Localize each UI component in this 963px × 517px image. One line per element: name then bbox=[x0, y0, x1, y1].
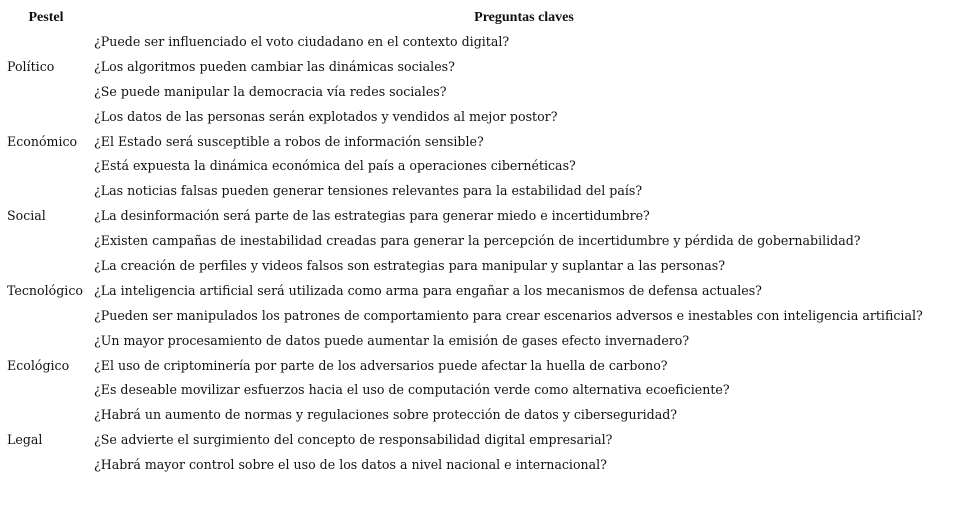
table-row bbox=[0, 129, 963, 154]
header-preguntas-claves: Preguntas claves bbox=[474, 9, 574, 25]
row-question: ¿Se puede manipular la democracia vía redes sociales? bbox=[94, 83, 447, 99]
row-question: ¿El uso de criptominería por parte de los adversarios puede afectar la huella de carbono? bbox=[94, 357, 668, 373]
row-category: Tecnológico bbox=[7, 282, 83, 298]
row-question: ¿La inteligencia artificial será utilizada como arma para engañar a los mecanismos de defensa actuales? bbox=[94, 282, 762, 298]
pestel-table bbox=[0, 6, 963, 477]
table-row bbox=[0, 178, 963, 203]
row-question: ¿Existen campañas de inestabilidad creadas para generar la percepción de incertidumbre y pérdida de gobernabilidad? bbox=[94, 233, 861, 249]
row-question: ¿Se advierte el surgimiento del concepto de responsabilidad digital empresarial? bbox=[94, 432, 613, 448]
row-category: Político bbox=[7, 58, 55, 74]
table-row bbox=[0, 328, 963, 353]
row-question: ¿Los datos de las personas serán explotados y vendidos al mejor postor? bbox=[94, 108, 558, 124]
row-question: ¿La creación de perfiles y videos falsos son estrategias para manipular y suplantar a las personas? bbox=[94, 257, 725, 273]
row-question: ¿La desinformación será parte de las estrategias para generar miedo e incertidumbre? bbox=[94, 208, 650, 224]
row-question: ¿Habrá un aumento de normas y regulaciones sobre protección de datos y ciberseguridad? bbox=[94, 407, 678, 423]
table-row bbox=[0, 253, 963, 278]
table-row bbox=[0, 228, 963, 253]
table-header bbox=[0, 6, 963, 29]
table-row bbox=[0, 29, 963, 54]
row-question: ¿Pueden ser manipulados los patrones de comportamiento para crear escenarios adversos e inestables con inteligencia artificial? bbox=[94, 307, 923, 323]
row-category: Legal bbox=[7, 432, 43, 448]
table-row bbox=[0, 153, 963, 178]
table-row bbox=[0, 54, 963, 79]
table-row bbox=[0, 402, 963, 427]
table-row bbox=[0, 278, 963, 303]
table-row bbox=[0, 79, 963, 104]
row-question: ¿El Estado será susceptible a robos de información sensible? bbox=[94, 133, 484, 149]
row-question: ¿Habrá mayor control sobre el uso de los datos a nivel nacional e internacional? bbox=[94, 457, 607, 473]
table-row bbox=[0, 377, 963, 402]
row-question: ¿Los algoritmos pueden cambiar las dinámicas sociales? bbox=[94, 58, 455, 74]
table-row bbox=[0, 203, 963, 228]
header-pestel: Pestel bbox=[28, 9, 64, 25]
row-question: ¿Es deseable movilizar esfuerzos hacia el uso de computación verde como alternativa ecoeficiente? bbox=[94, 382, 730, 398]
row-category: Económico bbox=[7, 133, 78, 149]
table-row bbox=[0, 104, 963, 129]
table-row bbox=[0, 452, 963, 477]
row-category: Ecológico bbox=[7, 357, 70, 373]
row-category: Social bbox=[7, 208, 46, 224]
row-question: ¿Un mayor procesamiento de datos puede aumentar la emisión de gases efecto invernadero? bbox=[94, 332, 690, 348]
table-row bbox=[0, 303, 963, 328]
table-row bbox=[0, 353, 963, 378]
row-question: ¿Puede ser influenciado el voto ciudadano en el contexto digital? bbox=[94, 33, 510, 49]
row-question: ¿Está expuesta la dinámica económica del país a operaciones cibernéticas? bbox=[94, 158, 576, 174]
row-question: ¿Las noticias falsas pueden generar tensiones relevantes para la estabilidad del país? bbox=[94, 183, 643, 199]
table-row bbox=[0, 427, 963, 452]
